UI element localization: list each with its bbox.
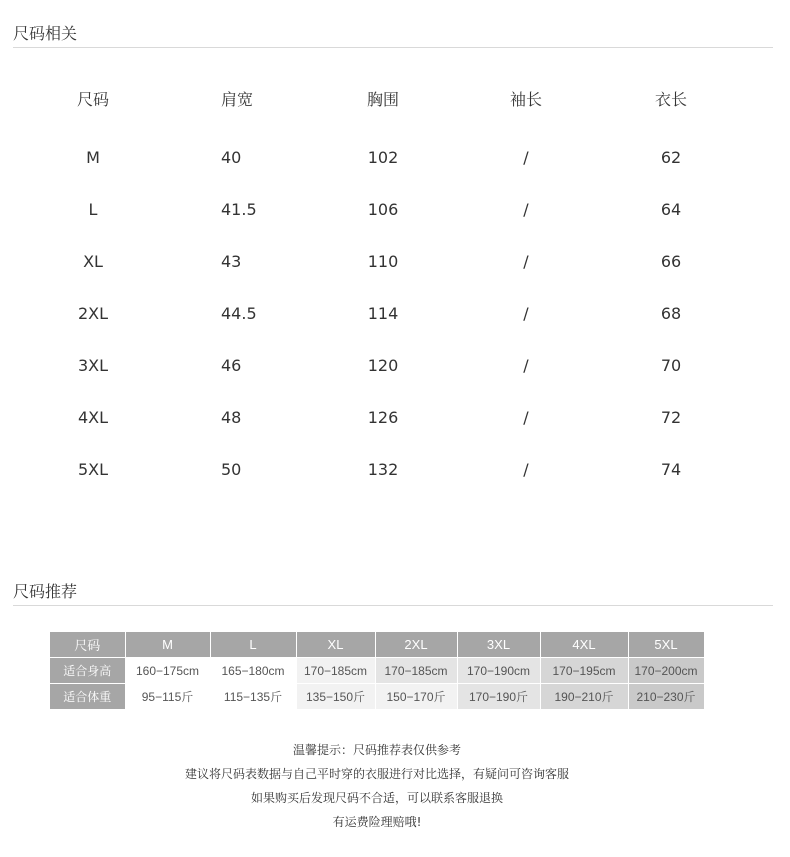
size-table-cell: /: [523, 408, 529, 427]
rec-row-label: 适合身高: [50, 658, 125, 684]
size-table-cell: 64: [660, 200, 682, 219]
rec-cell: 170−200cm: [628, 658, 704, 684]
rec-header-cell: 2XL: [375, 632, 457, 658]
size-table-cell: 102: [367, 148, 399, 167]
tip-line: 建议将尺码表数据与自己平时穿的衣服进行对比选择，有疑问可咨询客服: [184, 767, 569, 781]
tip-line: 有运费险理赔哦!: [332, 815, 422, 829]
size-table-cell: /: [523, 200, 529, 219]
size-table-cell: 5XL: [77, 460, 109, 479]
tip-line: 如果购买后发现尺码不合适，可以联系客服退换: [250, 791, 503, 805]
size-table-cell: /: [523, 356, 529, 375]
size-table-cell: 2XL: [77, 304, 109, 323]
rec-row-label: 适合体重: [50, 684, 125, 710]
size-table-header: 尺码: [76, 90, 109, 109]
rec-cell: 170−185cm: [375, 658, 457, 684]
size-table-cell: 41.5: [221, 200, 257, 219]
size-table-cell: 72: [660, 408, 682, 427]
size-table-cell: 70: [660, 356, 682, 375]
rec-cell: 190−210斤: [540, 684, 628, 710]
size-table-cell: /: [523, 252, 529, 271]
size-table-cell: 120: [367, 356, 399, 375]
rec-cell: 170−190斤: [457, 684, 540, 710]
size-table-cell: /: [523, 148, 529, 167]
size-table-cell: 4XL: [77, 408, 109, 427]
size-table-cell: 46: [221, 356, 242, 375]
size-table-header: 肩宽: [220, 90, 253, 109]
size-table-cell: 43: [221, 252, 242, 271]
rec-cell: 170−185cm: [296, 658, 375, 684]
rec-header-cell: 3XL: [457, 632, 540, 658]
rec-cell: 210−230斤: [628, 684, 704, 710]
rec-section-divider: [13, 605, 773, 606]
rec-cell: 150−170斤: [375, 684, 457, 710]
size-table-cell: 110: [367, 252, 399, 271]
size-table-header: 袖长: [509, 90, 542, 109]
rec-header-cell: 4XL: [540, 632, 628, 658]
size-table-cell: 40: [221, 148, 242, 167]
rec-header-cell: M: [125, 632, 210, 658]
size-table-cell: /: [523, 304, 529, 323]
size-table-cell: 132: [367, 460, 399, 479]
rec-header-cell: XL: [296, 632, 375, 658]
size-table-cell: M: [86, 148, 100, 167]
rec-height-row: [50, 658, 704, 684]
rec-cell: 160−175cm: [125, 658, 210, 684]
size-table-cell: L: [88, 200, 98, 219]
size-tips: [0, 738, 754, 834]
size-section-title: 尺码相关: [13, 24, 78, 43]
size-table-cell: 48: [221, 408, 242, 427]
rec-cell: 170−195cm: [540, 658, 628, 684]
size-table-cell: 44.5: [221, 304, 257, 323]
size-table-cell: 106: [367, 200, 399, 219]
size-table-cell: 66: [660, 252, 682, 271]
rec-cell: 95−115斤: [125, 684, 210, 710]
rec-cell: 165−180cm: [210, 658, 296, 684]
size-table-cell: 68: [660, 304, 682, 323]
rec-weight-row: [50, 684, 704, 710]
size-table-cell: 126: [367, 408, 399, 427]
size-table-header: 衣长: [654, 90, 687, 109]
rec-header-cell: 尺码: [50, 632, 125, 658]
rec-cell: 170−190cm: [457, 658, 540, 684]
rec-cell: 135−150斤: [296, 684, 375, 710]
rec-header-row: [50, 632, 704, 658]
rec-header-cell: 5XL: [628, 632, 704, 658]
size-table-cell: 50: [221, 460, 242, 479]
size-table-cell: /: [523, 460, 529, 479]
rec-cell: 115−135斤: [210, 684, 296, 710]
size-table-cell: XL: [83, 252, 103, 271]
size-recommendation-table: [50, 632, 705, 710]
size-table-cell: 62: [660, 148, 682, 167]
size-section-divider: [13, 47, 773, 48]
rec-header-cell: L: [210, 632, 296, 658]
size-table-cell: 3XL: [77, 356, 109, 375]
size-table-header: 胸围: [366, 90, 399, 109]
rec-section-title: 尺码推荐: [13, 582, 78, 601]
size-table-cell: 114: [367, 304, 399, 323]
tip-line: 温馨提示：尺码推荐表仅供参考: [292, 743, 461, 757]
size-table-cell: 74: [660, 460, 682, 479]
